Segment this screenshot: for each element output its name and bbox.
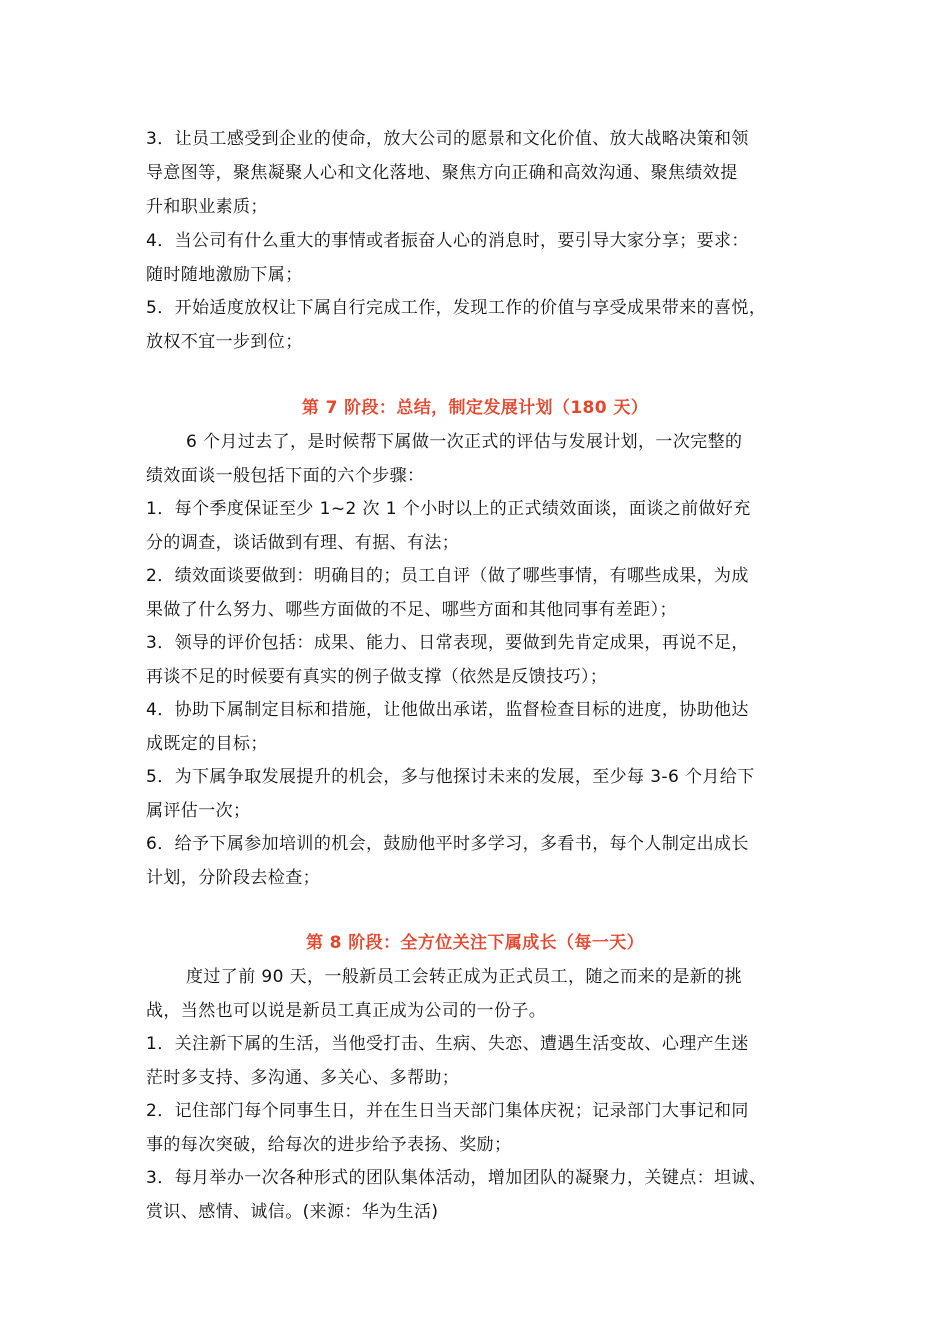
paragraph-line: 计划，分阶段去检查； [146, 868, 320, 888]
section-heading: 第 8 阶段：全方位关注下属成长（每一天） [305, 933, 645, 953]
paragraph-line: 2．记住部门每个同事生日，并在生日当天部门集体庆祝；记录部门大事记和同 [146, 1101, 749, 1121]
paragraph-line: 升和职业素质； [146, 197, 268, 217]
section-heading: 第 7 阶段：总结，制定发展计划（180 天） [301, 398, 649, 418]
paragraph-line: 3．领导的评价包括：成果、能力、日常表现，要做到先肯定成果，再说不足， [146, 633, 749, 653]
paragraph-line: 4．当公司有什么重大的事情或者振奋人心的消息时，要引导大家分享；要求： [146, 231, 749, 251]
paragraph-line: 赏识、感情、诚信。(来源：华为生活) [146, 1202, 439, 1222]
paragraph-line: 战，当然也可以说是新员工真正成为公司的一份子。 [146, 1001, 547, 1021]
paragraph-line: 放权不宜一步到位； [146, 332, 303, 352]
paragraph-line: 度过了前 90 天，一般新员工会转正成为正式员工，随之而来的是新的挑 [186, 967, 743, 987]
paragraph-line: 2．绩效面谈要做到：明确目的；员工自评（做了哪些事情，有哪些成果，为成 [146, 566, 749, 586]
paragraph-line: 3．让员工感受到企业的使命，放大公司的愿景和文化价值、放大战略决策和领 [146, 129, 749, 149]
paragraph-line: 6．给予下属参加培训的机会，鼓励他平时多学习，多看书，每个人制定出成长 [146, 834, 749, 854]
paragraph-line: 再谈不足的时候要有真实的例子做支撑（依然是反馈技巧）； [146, 667, 608, 687]
paragraph-line: 导意图等，聚焦凝聚人心和文化落地、聚焦方向正确和高效沟通、聚焦绩效提 [146, 163, 738, 183]
paragraph-line: 成既定的目标； [146, 734, 268, 754]
paragraph-line: 4．协助下属制定目标和措施，让他做出承诺，监督检查目标的进度，协助他达 [146, 700, 749, 720]
paragraph-line: 随时随地激励下属； [146, 265, 303, 285]
paragraph-line: 5．为下属争取发展提升的机会，多与他探讨未来的发展，至少每 3-6 个月给下 [146, 767, 755, 787]
paragraph-line: 事的每次突破，给每次的进步给予表扬、奖励； [146, 1135, 512, 1155]
paragraph-line: 果做了什么努力、哪些方面做的不足、哪些方面和其他同事有差距）； [146, 600, 677, 620]
paragraph-line: 属评估一次； [146, 801, 251, 821]
paragraph-line: 1．关注新下属的生活，当他受打击、生病、失恋、遭遇生活变故、心理产生迷 [146, 1034, 749, 1054]
paragraph-line: 绩效面谈一般包括下面的六个步骤： [146, 466, 425, 486]
paragraph-line: 1．每个季度保证至少 1~2 次 1 个小时以上的正式绩效面谈，面谈之前做好充 [146, 499, 751, 519]
paragraph-line: 3．每月举办一次各种形式的团队集体活动，增加团队的凝聚力，关键点：坦诚、 [146, 1168, 767, 1188]
paragraph-line: 5．开始适度放权让下属自行完成工作，发现工作的价值与享受成果带来的喜悦， [146, 298, 767, 318]
paragraph-line: 分的调查，谈话做到有理、有据、有法； [146, 533, 460, 553]
paragraph-line: 茫时多支持、多沟通、多关心、多帮助； [146, 1068, 460, 1088]
paragraph-line: 6 个月过去了，是时候帮下属做一次正式的评估与发展计划，一次完整的 [186, 432, 743, 452]
